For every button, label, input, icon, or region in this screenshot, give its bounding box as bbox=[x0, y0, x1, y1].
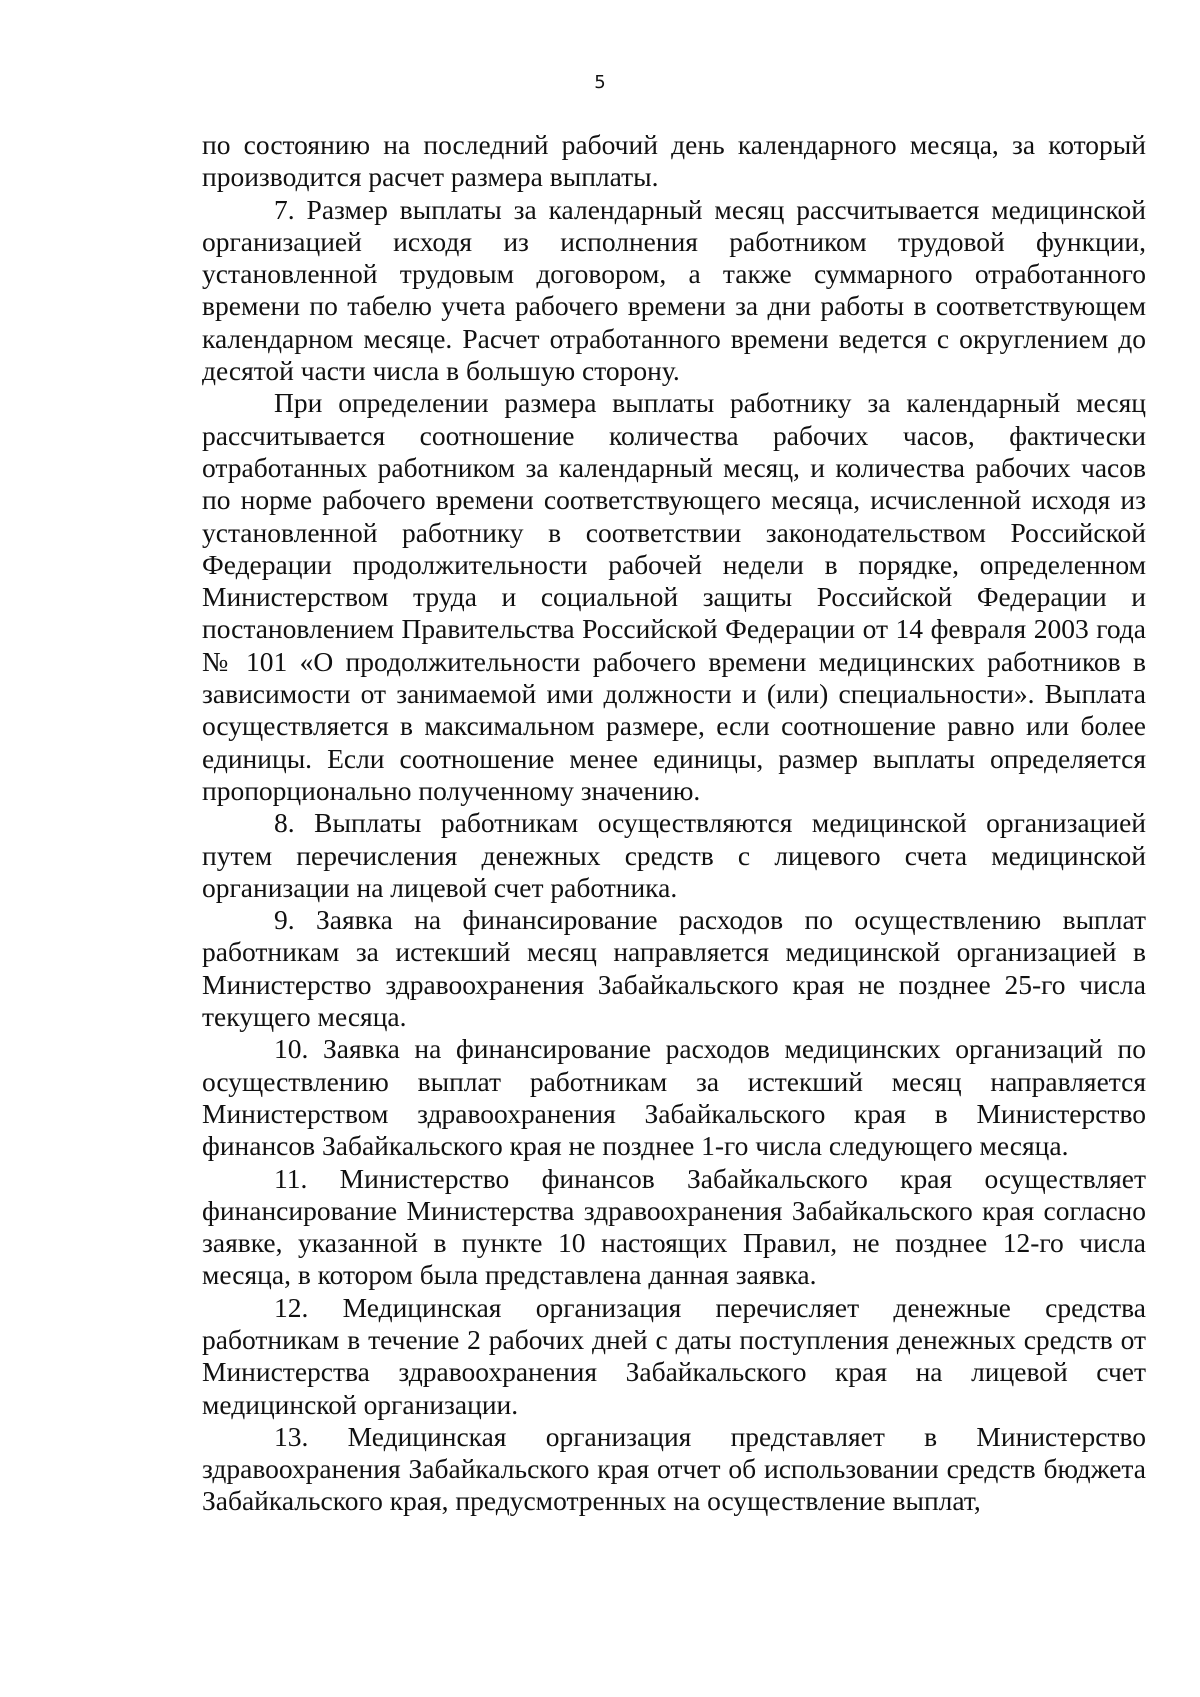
document-body bbox=[202, 129, 1146, 1518]
paragraph-item-12: 12. Медицинская организация перечисляет денежные средства работникам в течение 2 рабочих дней с даты поступления денежных средств от Министерства здравоохранения Забайкальского края на лицевой счет медицинской организации. bbox=[202, 1291, 1146, 1420]
paragraph-item-10: 10. Заявка на финансирование расходов медицинских организаций по осуществлению выплат работникам за истекший месяц направляется Министерством здравоохранения Забайкальского края в Министерство финансов Забайкальского края не позднее 1-го числа следующего месяца. bbox=[202, 1033, 1146, 1162]
paragraph-item-8: 8. Выплаты работникам осуществляются медицинской организацией путем перечисления денежных средств с лицевого счета медицинской организации на лицевой счет работника. bbox=[202, 807, 1146, 903]
paragraph-continuation: по состоянию на последний рабочий день календарного месяца, за который производится расчет размера выплаты. bbox=[202, 129, 1146, 193]
paragraph-item-11: 11. Министерство финансов Забайкальского края осуществляет финансирование Министерства здравоохранения Забайкальского края согласно заявке, указанной в пункте 10 настоящих Правил, не позднее 12-го числа месяца, в котором была представлена данная заявка. bbox=[202, 1162, 1146, 1291]
paragraph-item-13: 13. Медицинская организация представляет в Министерство здравоохранения Забайкальского края отчет об использовании средств бюджета Забайкальского края, предусмотренных на осуществление выплат, bbox=[202, 1420, 1146, 1517]
page-number: 5 bbox=[594, 72, 606, 93]
paragraph-item-9: 9. Заявка на финансирование расходов по осуществлению выплат работникам за истекший месяц направляется медицинской организацией в Министерство здравоохранения Забайкальского края не позднее 25-го числа текущего месяца. bbox=[202, 904, 1146, 1033]
paragraph-item-7: 7. Размер выплаты за календарный месяц рассчитывается медицинской организацией исходя из исполнения работником трудовой функции, установленной трудовым договором, а также суммарного отработанного времени по табелю учета рабочего времени за дни работы в соответствующем календарном месяце. Расчет отработанного времени ведется с округлением до десятой части числа в большую сторону. bbox=[202, 193, 1146, 387]
paragraph-item-7-calculation: При определении размера выплаты работнику за календарный месяц рассчитывается соотношение количества рабочих часов, фактически отработанных работником за календарный месяц, и количества рабочих часов по норме рабочего времени соответствующего месяца, исчисленной исходя из установленной работнику в соответствии законодательством Российской Федерации продолжительности рабочей недели в порядке, определенном Министерством труда и социальной защиты Российской Федерации и постановлением Правительства Российской Федерации от 14 февраля 2003 года № 101 «О продолжительности рабочего времени медицинских работников в зависимости от занимаемой ими должности и (или) специальности». Выплата осуществляется в максимальном размере, если соотношение равно или более единицы. Если соотношение менее единицы, размер выплаты определяется пропорционально полученному значению. bbox=[202, 387, 1146, 806]
